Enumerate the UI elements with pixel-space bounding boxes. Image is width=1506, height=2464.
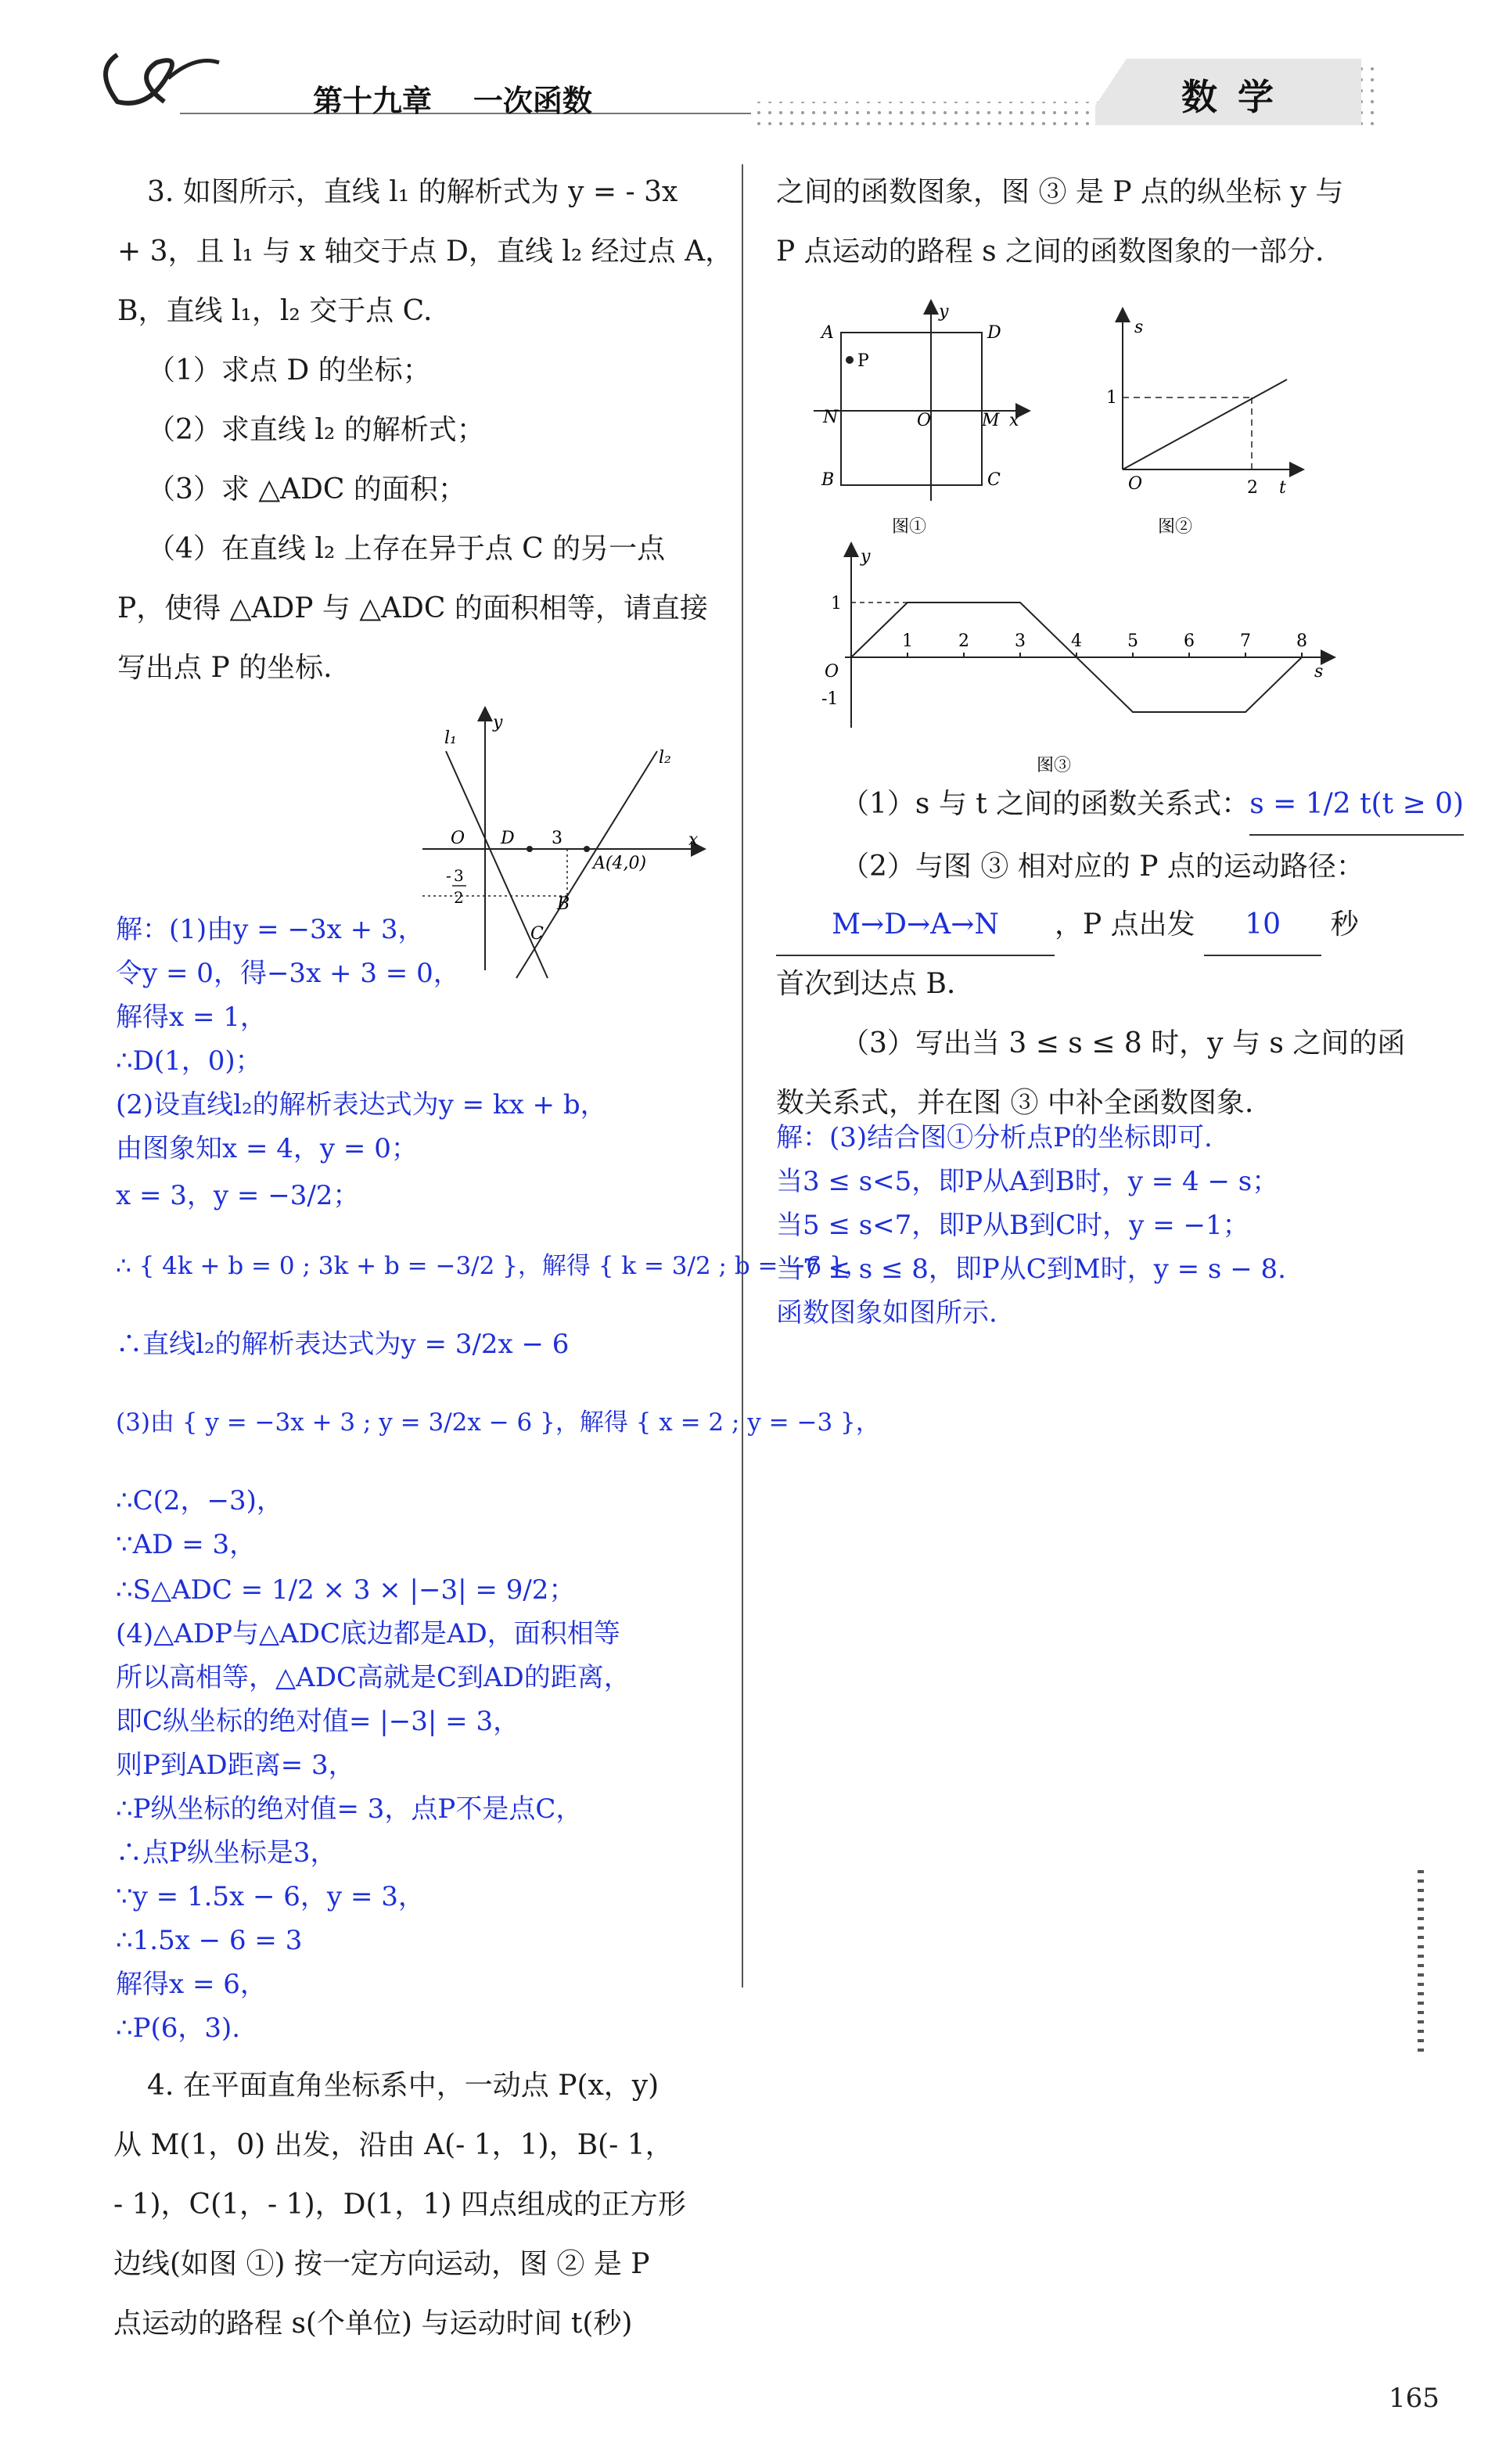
q3-line-3: B，直线 l₁，l₂ 交于点 C.	[117, 295, 433, 327]
fig3-tick-label-3: 3	[1015, 631, 1026, 651]
q3-line-8: P，使得 △ADP 与 △ADC 的面积相等，请直接	[117, 592, 708, 624]
q4-right-line-1: 之间的函数图象，图 ③ 是 P 点的纵坐标 y 与	[776, 176, 1344, 208]
q3-sol-15: 所以高相等，△ADC高就是C到AD的距离，	[116, 1662, 631, 1693]
fig3-label-1: 1	[831, 594, 842, 613]
q4-sub2-line2	[776, 895, 1359, 956]
q4-sub2-mid: ，P 点出发	[1055, 908, 1195, 941]
fig2-st-graph	[1095, 305, 1314, 540]
q4-sol-2: 当3 ≤ s<5，即P从A到B时，y = 4 − s；	[776, 1166, 1279, 1197]
q4-sub1-prefix: （1）s 与 t 之间的函数关系式：	[841, 788, 1250, 820]
q4-sub3-line1: （3）写出当 3 ≤ s ≤ 8 时，y 与 s 之间的函	[841, 1027, 1406, 1059]
fig3-ys-graph	[814, 540, 1346, 782]
fig3-tick-label-7: 7	[1240, 631, 1251, 651]
q3-sol-22: 解得x = 6，	[116, 1969, 267, 2000]
q4-sub2-line1: （2）与图 ③ 相对应的 P 点的运动路径：	[841, 851, 1364, 883]
fig3-tick-label-2: 2	[958, 631, 969, 651]
q3-sol-9: ∴直线l₂的解析表达式为y = 3/2x − 6	[116, 1329, 570, 1360]
q4-sub3-line2: 数关系式，并在图 ③ 中补全函数图象.	[776, 1087, 1254, 1119]
fig1-label-M: M	[982, 411, 1000, 430]
point-P	[846, 356, 854, 364]
fig3-tick-label-4: 4	[1071, 631, 1082, 651]
fig1-label-D: D	[987, 323, 1001, 343]
fig2-caption: 图②	[1158, 517, 1193, 537]
q3-sol-13: ∴S△ADC = 1/2 × 3 × |−3| = 9/2；	[116, 1574, 576, 1606]
q4-sub2-seconds-answer: 10	[1204, 895, 1321, 956]
fig3-label-O: O	[825, 662, 839, 682]
label-3: 3	[552, 829, 563, 848]
fig1-caption: 图①	[892, 517, 927, 537]
q3-sol-19: ∴点P纵坐标是3，	[116, 1837, 337, 1869]
q3-line-4: （1）求点 D 的坐标；	[147, 354, 431, 387]
frac-num: 3	[454, 866, 464, 885]
label-C: C	[530, 924, 544, 944]
q3-line-2: + 3，且 l₁ 与 x 轴交于点 D，直线 l₂ 经过点 A，	[117, 236, 734, 268]
fig1-label-x: x	[1009, 411, 1019, 430]
q4-line-4: 边线(如图 ①) 按一定方向运动，图 ② 是 P	[113, 2248, 650, 2280]
q4-sub2-line3: 首次到达点 B.	[776, 968, 956, 1000]
fig2-label-s: s	[1134, 318, 1144, 337]
q3-sol-3: 解得x = 1，	[116, 1002, 267, 1033]
q4-sol-4: 当7 ≤ s ≤ 8，即P从C到M时，y = s − 8.	[776, 1254, 1286, 1285]
q4-sub1-answer: s = 1/2 t(t ≥ 0)	[1249, 775, 1464, 836]
label-O: O	[451, 829, 465, 848]
label-A: A(4,0)	[593, 854, 647, 873]
q3-sol-1: 解：(1)由y = −3x + 3，	[116, 914, 425, 945]
q3-sol-7: x = 3，y = −3/2；	[116, 1180, 360, 1211]
fig2-label-2: 2	[1247, 478, 1258, 498]
q3-sol-8: ∴ { 4k + b = 0 ; 3k + b = −3/2 }，解得 { k = 3/2 ; b = −6 }，	[116, 1252, 869, 1280]
column-divider	[742, 164, 743, 1987]
logo-swirl-icon	[106, 55, 172, 103]
q3-sol-23: ∴P(6，3).	[116, 2013, 241, 2044]
fig1-label-B: B	[821, 470, 835, 490]
q3-sol-14: (4)△ADP与△ADC底边都是AD，面积相等	[116, 1618, 620, 1649]
fig2-label-O: O	[1128, 474, 1143, 494]
fig3-tick-label-8: 8	[1296, 631, 1307, 651]
fig1-label-A: A	[821, 323, 834, 343]
label-l1: l₁	[444, 728, 457, 748]
fig3-label-s: s	[1314, 662, 1324, 682]
label-x: x	[688, 830, 699, 850]
edge-dots-decoration	[1418, 1870, 1424, 2058]
q4-sol-3: 当5 ≤ s<7，即P从B到C时，y = −1；	[776, 1210, 1249, 1241]
q3-sol-2: 令y = 0，得−3x + 3 = 0，	[116, 958, 460, 989]
line-l1	[446, 751, 548, 978]
fig3-tick-label-6: 6	[1184, 631, 1195, 651]
label-l2: l₂	[659, 748, 671, 768]
line-s-half-t	[1123, 379, 1287, 469]
chapter-title: 第十九章 一次函数	[313, 84, 592, 118]
fig1-label-C: C	[987, 470, 1001, 490]
q3-sol-16: 即C纵坐标的绝对值= |−3| = 3，	[116, 1706, 520, 1737]
q3-sol-17: 则P到AD距离= 3，	[116, 1750, 355, 1781]
q4-sub1	[841, 775, 1464, 836]
page-number: 165	[1389, 2383, 1440, 2414]
q3-sol-11: ∴C(2，−3)，	[116, 1485, 283, 1516]
fig1-label-N: N	[823, 408, 839, 427]
subject-label: 数学	[1181, 76, 1294, 118]
q4-sol-5: 函数图象如图所示.	[776, 1297, 997, 1329]
q3-line-1: 3. 如图所示，直线 l₁ 的解析式为 y = - 3x	[147, 176, 678, 208]
fig1-square	[782, 297, 1041, 540]
fig1-label-O: O	[917, 411, 932, 430]
q4-sol-1: 解：(3)结合图①分析点P的坐标即可.	[776, 1122, 1213, 1153]
q3-sol-12: ∵AD = 3，	[116, 1529, 257, 1560]
q4-sub2-path-answer: M→D→A→N	[776, 895, 1055, 956]
frac-den: 2	[454, 888, 464, 907]
q3-sol-20: ∵y = 1.5x − 6，y = 3，	[116, 1881, 425, 1912]
q3-sol-5: (2)设直线l₂的解析表达式为y = kx + b，	[116, 1089, 607, 1120]
q4-line-1: 4. 在平面直角坐标系中，一动点 P(x，y)	[147, 2070, 660, 2102]
q3-sol-4: ∴D(1，0)；	[116, 1045, 262, 1077]
q3-line-7: （4）在直线 l₂ 上存在异于点 C 的另一点	[147, 533, 666, 565]
q4-line-2: 从 M(1，0) 出发，沿由 A(- 1，1)，B(- 1，	[113, 2129, 674, 2161]
q3-line-6: （3）求 △ADC 的面积；	[147, 473, 466, 505]
q4-right-line-2: P 点运动的路程 s 之间的函数图象的一部分.	[776, 236, 1324, 268]
fig2-label-t: t	[1279, 478, 1286, 498]
fig2-label-1: 1	[1106, 388, 1117, 408]
fig3-label-y: y	[861, 547, 871, 567]
q3-line-5: （2）求直线 l₂ 的解析式；	[147, 414, 485, 446]
q3-line-9: 写出点 P 的坐标.	[117, 652, 332, 684]
fig3-tick-label-1: 1	[902, 631, 913, 651]
label-y: y	[493, 713, 503, 732]
q4-sub2-suffix: 秒	[1330, 908, 1359, 941]
q3-sol-10: (3)由 { y = −3x + 3 ; y = 3/2x − 6 }，解得 { x = 2 ; y = −3 }，	[116, 1408, 880, 1437]
fig1-label-P: P	[857, 351, 869, 371]
q3-sol-6: 由图象知x = 4，y = 0；	[116, 1133, 418, 1164]
fig3-tick-label-5: 5	[1127, 631, 1138, 651]
q3-sol-18: ∴P纵坐标的绝对值= 3，点P不是点C，	[116, 1793, 583, 1825]
frac-neg: -	[446, 866, 451, 885]
q3-figure	[422, 704, 712, 994]
fig1-label-y: y	[939, 302, 949, 322]
fig3-caption: 图③	[1037, 756, 1072, 775]
fig3-label-neg1: -1	[821, 689, 839, 709]
q4-line-3: - 1)，C(1，- 1)，D(1，1) 四点组成的正方形	[113, 2189, 686, 2221]
q3-sol-21: ∴1.5x − 6 = 3	[116, 1925, 303, 1956]
label-B: B	[557, 894, 570, 914]
q4-line-5: 点运动的路程 s(个单位) 与运动时间 t(秒)	[113, 2308, 633, 2340]
label-D: D	[501, 829, 515, 848]
page-header	[0, 0, 1506, 141]
